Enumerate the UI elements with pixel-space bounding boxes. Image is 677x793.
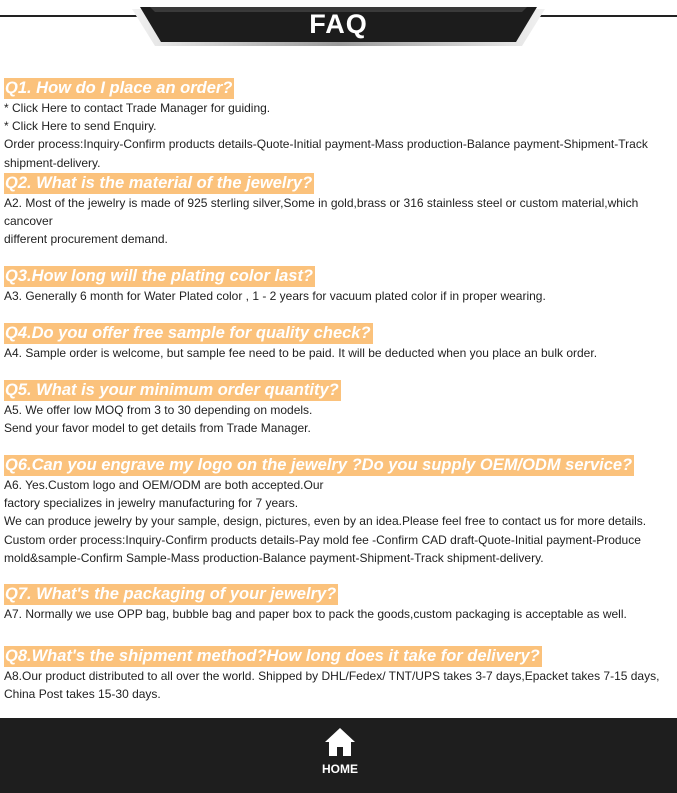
home-button[interactable] bbox=[310, 726, 370, 786]
faq-answer-5-line-1: A5. We offer low MOQ from 3 to 30 depending on models. bbox=[4, 403, 313, 417]
faq-answer-6-line-3: We can produce jewelry by your sample, design, pictures, even by an idea.Please feel free to contact us for more details. bbox=[4, 514, 647, 529]
faq-question-8: Q8.What's the shipment method?How long does it take for delivery? bbox=[5, 647, 540, 665]
faq-question-1: Q1. How do I place an order? bbox=[5, 79, 233, 97]
faq-answer-1-line-3: Order process:Inquiry-Confirm products details-Quote-Initial payment-Mass production-Balance payment-Shipment-Track bbox=[4, 137, 648, 152]
faq-item-1 bbox=[4, 78, 648, 172]
faq-question-7: Q7. What's the packaging of your jewelry? bbox=[5, 585, 337, 603]
faq-item-5 bbox=[4, 380, 341, 437]
faq-answer-7-line-1: A7. Normally we use OPP bag, bubble bag and paper box to pack the goods,custom packaging is acceptable as well. bbox=[4, 607, 627, 621]
faq-answer-8-line-1: A8.Our product distributed to all over the world. Shipped by DHL/Fedex/ TNT/UPS takes 3-7 days,Epacket takes 7-15 days, bbox=[4, 669, 660, 683]
faq-answer-6-line-1: A6. Yes.Custom logo and OEM/ODM are both accepted.Our bbox=[4, 478, 324, 492]
faq-answer-1-line-1: * Click Here to contact Trade Manager for guiding. bbox=[4, 101, 271, 115]
faq-item-8 bbox=[4, 646, 659, 703]
faq-answer-8-line-2: China Post takes 15-30 days. bbox=[4, 687, 161, 702]
faq-question-5: Q5. What is your minimum order quantity? bbox=[5, 381, 339, 399]
faq-item-3 bbox=[4, 266, 546, 305]
faq-answer-1-line-4: shipment-delivery. bbox=[4, 155, 101, 170]
faq-question-6: Q6.Can you engrave my logo on the jewelry ?Do you supply OEM/ODM service? bbox=[5, 456, 633, 474]
faq-answer-2-line-2: cancover bbox=[4, 214, 53, 229]
faq-question-3: Q3.How long will the plating color last? bbox=[5, 267, 314, 285]
faq-answer-6-line-2: factory specializes in jewelry manufacturing for 7 years. bbox=[4, 496, 299, 511]
faq-answer-6-line-4: Custom order process:Inquiry-Confirm products details-Pay mold fee -Confirm CAD draft-Quote-Initial payment-Produce bbox=[4, 532, 641, 547]
faq-item-2 bbox=[4, 173, 638, 249]
faq-banner bbox=[0, 0, 677, 52]
page-title: FAQ bbox=[309, 9, 368, 39]
faq-question-2: Q2. What is the material of the jewelry? bbox=[5, 174, 313, 192]
faq-answer-6-line-5: mold&sample-Confirm Sample-Mass production-Balance payment-Shipment-Track shipment-delivery. bbox=[4, 550, 544, 565]
faq-question-4: Q4.Do you offer free sample for quality check? bbox=[5, 324, 371, 342]
faq-answer-4-line-1: A4. Sample order is welcome, but sample fee need to be paid. It will be deducted when you place an bulk order. bbox=[4, 346, 598, 360]
faq-answer-2-line-3: different procurement demand. bbox=[4, 232, 168, 247]
faq-answer-2-line-1: A2. Most of the jewelry is made of 925 sterling silver,Some in gold,brass or 316 stainless steel or custom material,which bbox=[4, 196, 639, 210]
faq-item-7 bbox=[4, 584, 627, 623]
faq-item-4 bbox=[4, 323, 597, 362]
faq-answer-1-line-2: * Click Here to send Enquiry. bbox=[4, 119, 157, 134]
faq-answer-5-line-2: Send your favor model to get details from Trade Manager. bbox=[4, 421, 311, 436]
faq-answer-3-line-1: A3. Generally 6 month for Water Plated color , 1 - 2 years for vacuum plated color if in proper wearing. bbox=[4, 289, 546, 303]
home-label: HOME bbox=[322, 762, 358, 776]
footer-bar bbox=[0, 718, 677, 793]
faq-item-6 bbox=[4, 455, 646, 567]
home-icon bbox=[324, 726, 356, 758]
